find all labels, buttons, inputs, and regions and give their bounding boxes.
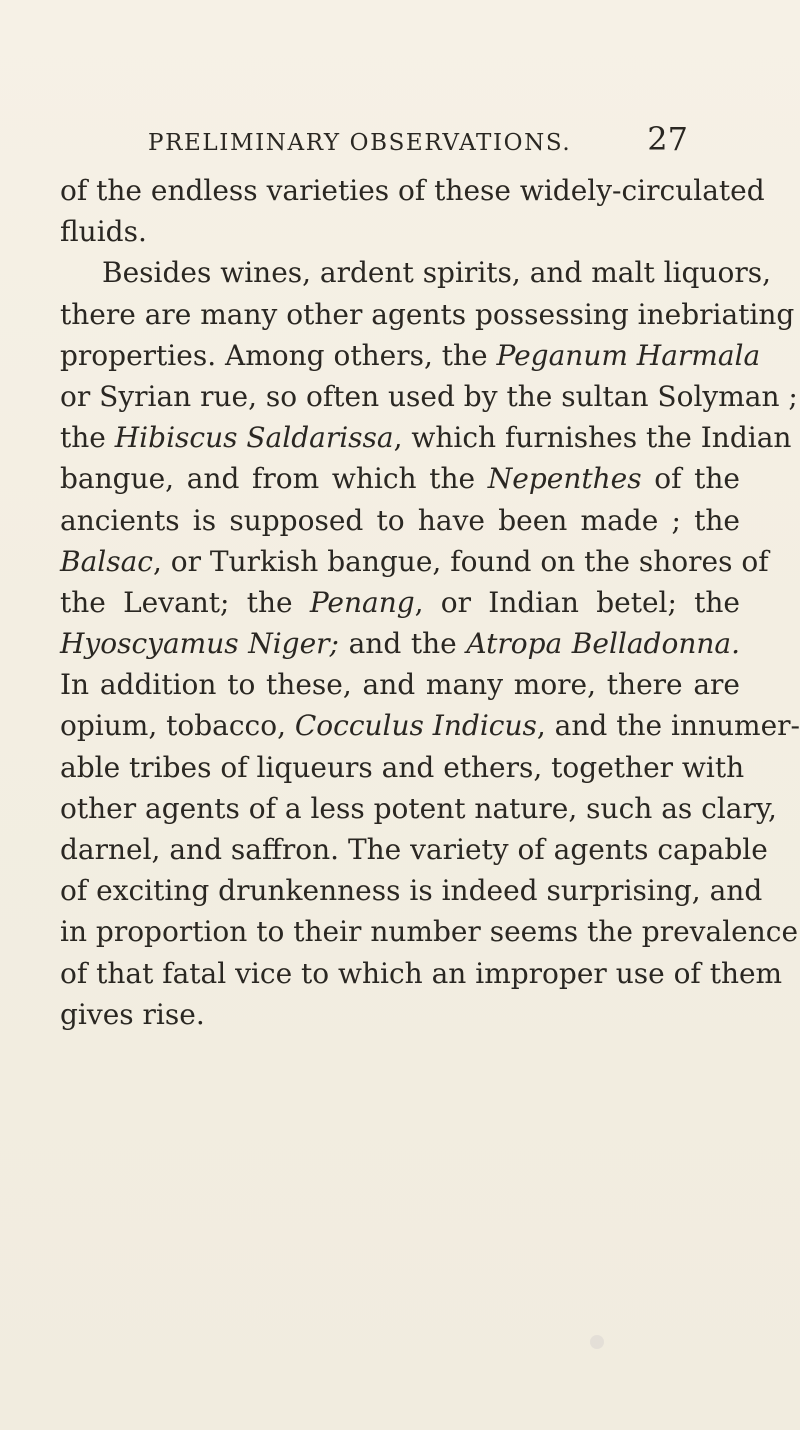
- text-line: properties. Among others, the Peganum Harmala: [60, 338, 761, 372]
- running-head: [148, 120, 688, 162]
- text-line: other agents of a less potent nature, such as clary,: [60, 791, 777, 825]
- italic-term: Peganum Harmala: [496, 338, 761, 372]
- italic-term: Nepenthes: [487, 462, 642, 496]
- italic-term: Balsac: [60, 544, 153, 578]
- text-line: gives rise.: [60, 997, 205, 1031]
- text-line: able tribes of liqueurs and ethers, together with: [60, 750, 745, 784]
- running-head-title: PRELIMINARY OBSERVATIONS.: [148, 130, 572, 156]
- text-line: the Hibiscus Saldarissa, which furnishes the Indian: [60, 421, 792, 455]
- italic-term: Hyoscyamus Niger;: [60, 627, 339, 661]
- text-line: of exciting drunkenness is indeed surprising, and: [60, 874, 763, 908]
- text-line: fluids.: [60, 215, 147, 249]
- text-line: In addition to these, and many more, there are: [60, 668, 740, 702]
- text-line: or Syrian rue, so often used by the sultan Solyman ;: [60, 379, 798, 413]
- paper-stain: [590, 1335, 604, 1349]
- italic-term: Cocculus Indicus: [294, 709, 537, 743]
- italic-term: Hibiscus Saldarissa: [114, 421, 394, 455]
- body-text: [60, 170, 800, 1035]
- text-line: ancients is supposed to have been made ; the: [60, 503, 740, 537]
- page-number: 27: [647, 120, 688, 158]
- text-line: Balsac, or Turkish bangue, found on the shores of: [60, 544, 769, 578]
- italic-term: Penang: [309, 585, 415, 619]
- text-line: Hyoscyamus Niger; and the Atropa Belladonna.: [60, 627, 741, 661]
- text-line: Besides wines, ardent spirits, and malt liquors,: [102, 256, 771, 290]
- text-line: the Levant; the Penang, or Indian betel; the: [60, 585, 740, 619]
- text-line: darnel, and saffron. The variety of agents capable: [60, 833, 768, 866]
- text-line: in proportion to their number seems the prevalence: [60, 915, 799, 949]
- text-line: of that fatal vice to which an improper use of them: [60, 956, 783, 990]
- italic-term: Atropa Belladonna.: [466, 627, 741, 661]
- text-line: there are many other agents possessing inebriating: [60, 297, 795, 331]
- text-line: bangue, and from which the Nepenthes of the: [60, 462, 740, 496]
- text-line: of the endless varieties of these widely-circulated: [60, 174, 765, 207]
- text-line: opium, tobacco, Cocculus Indicus, and the innumer-: [60, 709, 800, 743]
